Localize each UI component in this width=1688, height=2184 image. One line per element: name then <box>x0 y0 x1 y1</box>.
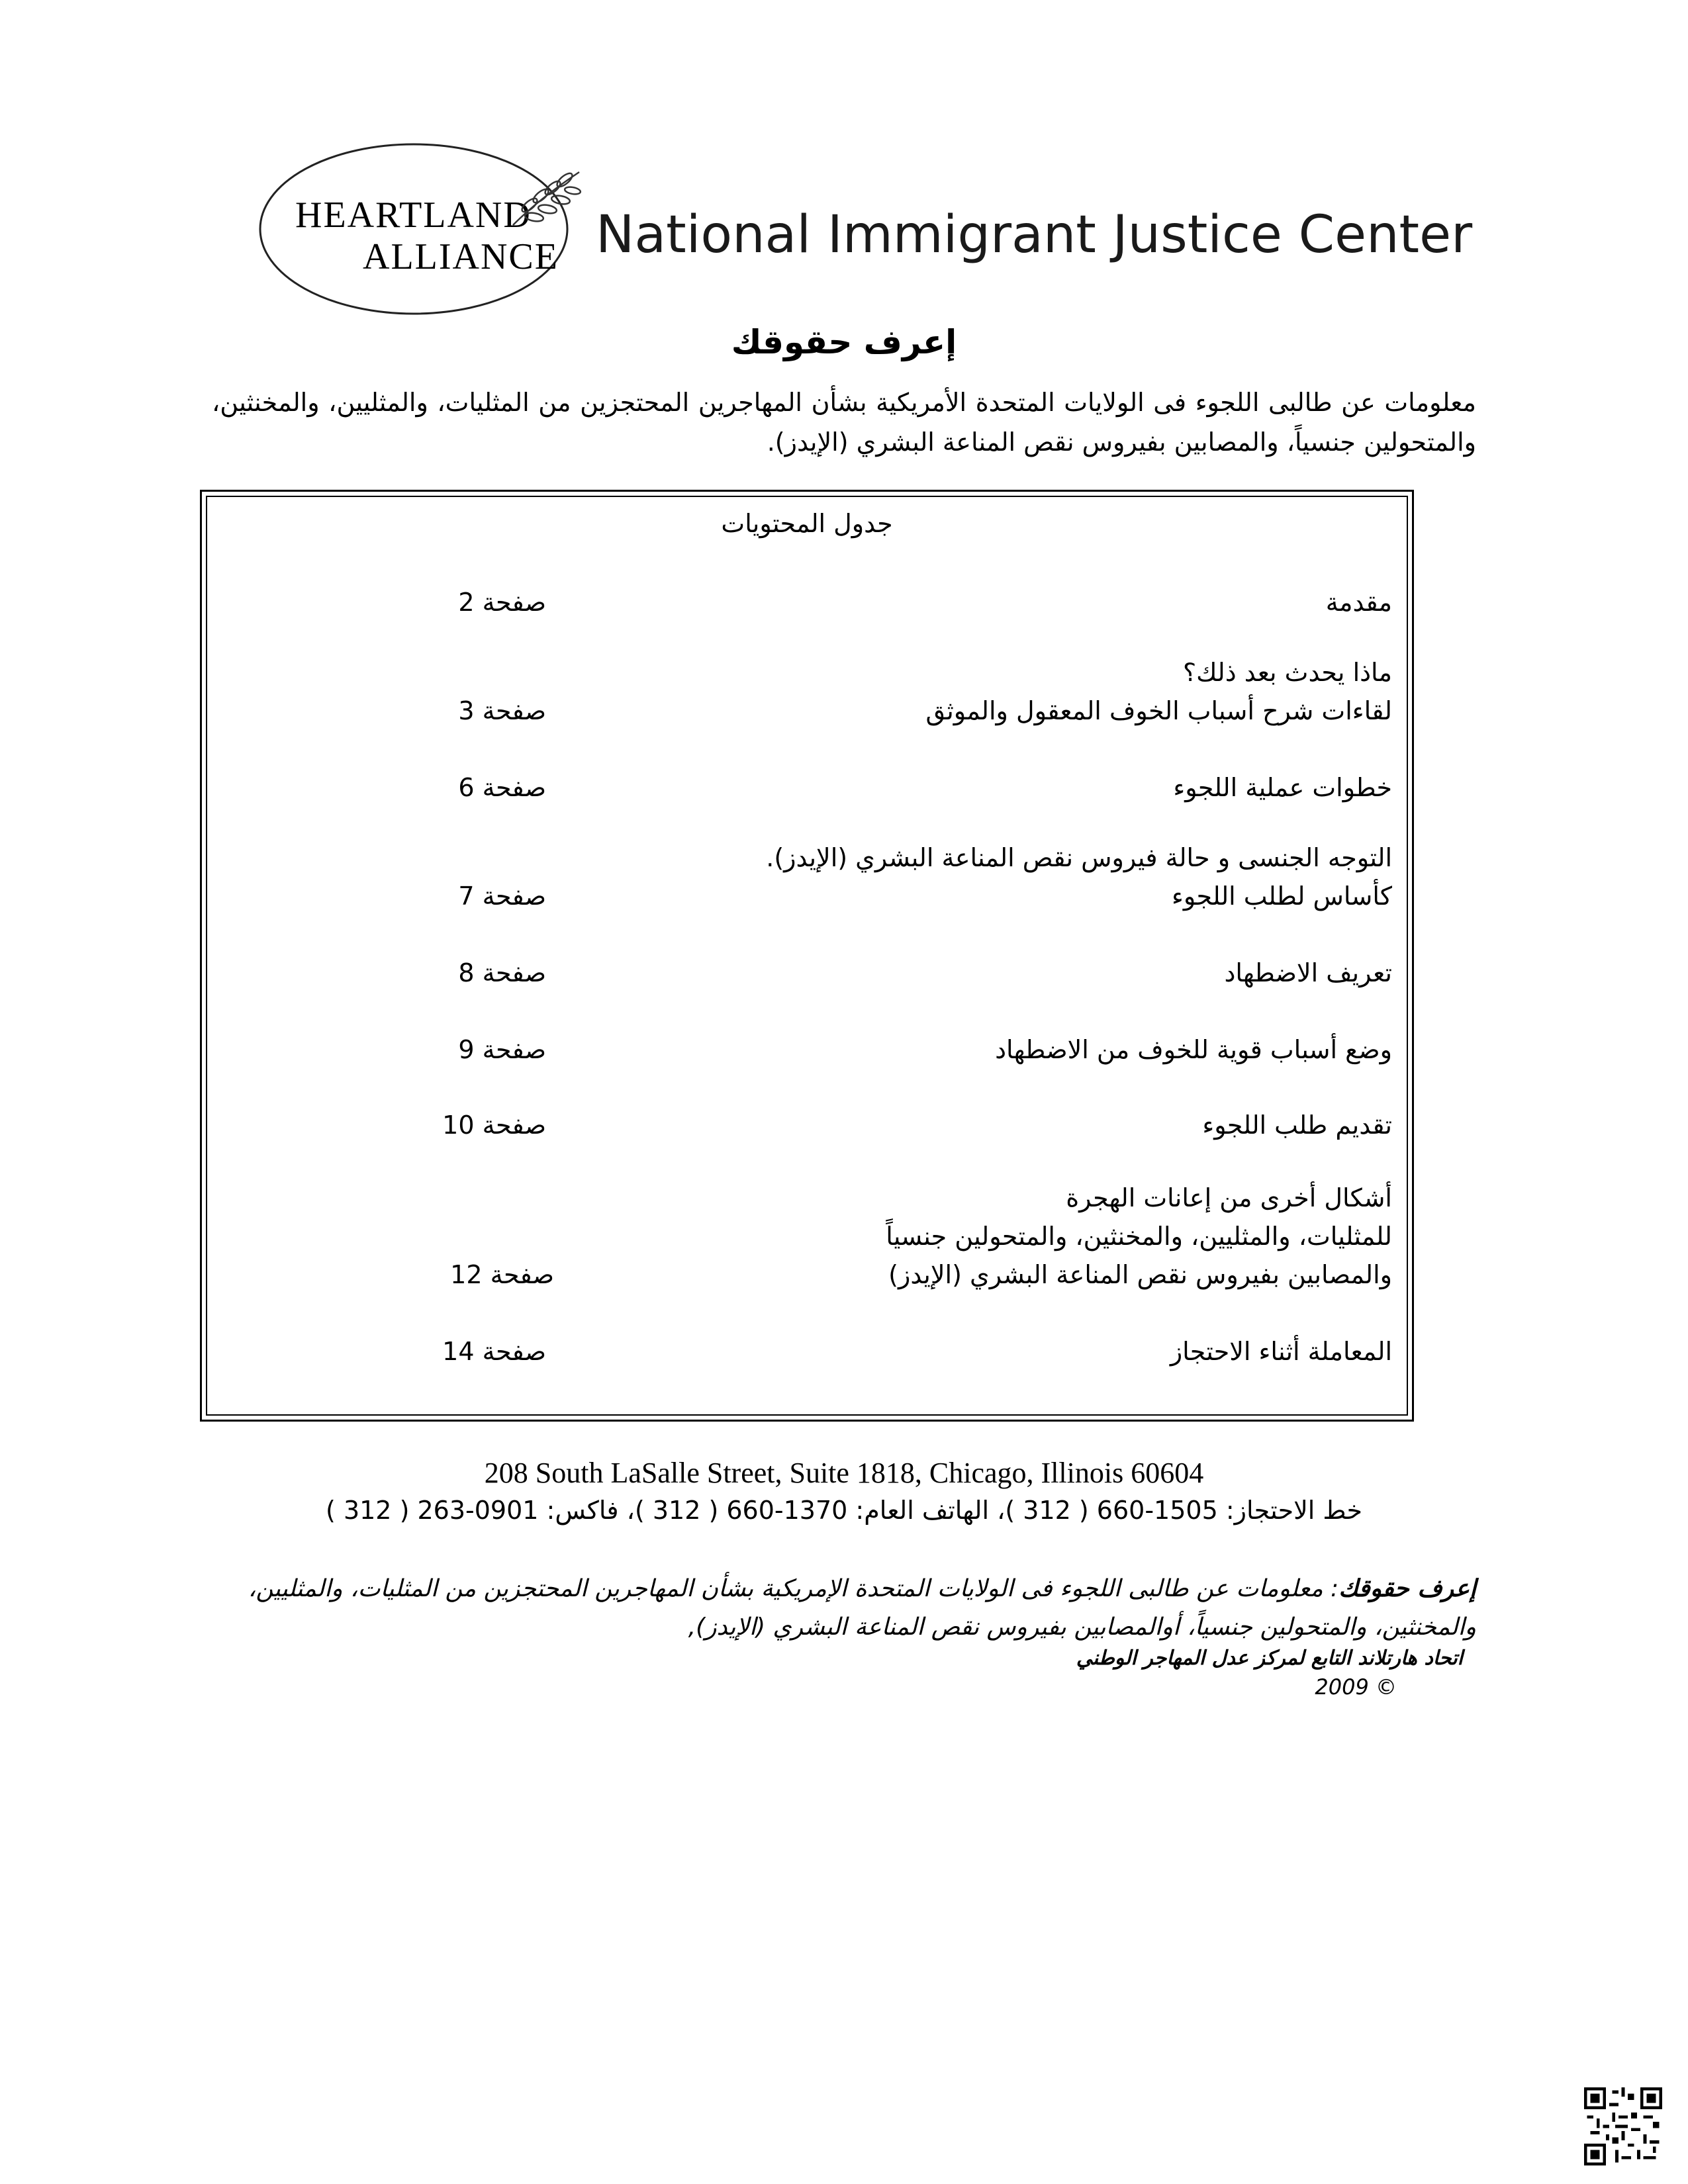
intro-paragraph: معلومات عن طالبى اللجوء فى الولايات المتحدة الأمريكية بشأن المهاجرين المحتجزين من المثليات، والمثليين، والمخنثين، والمتحولين جنسياً، والمصابين بفيروس نقص المناعة البشري (الإيدز). <box>212 388 1476 457</box>
toc-entry-title: وضع أسباب قوية للخوف من الاضطهاد <box>995 1035 1392 1064</box>
toc-heading: جدول المحتويات <box>721 509 893 538</box>
wheat-icon <box>506 159 586 232</box>
citation-title: إعرف حقوقك <box>1338 1575 1476 1602</box>
toc-entry-page: صفحة 2 <box>458 588 546 617</box>
citation <box>212 1570 1476 1647</box>
toc-entry-page: صفحة 9 <box>458 1035 546 1064</box>
center-name: National Immigrant Justice Center <box>596 205 1473 265</box>
logo-line1: HEARTLAND <box>295 195 532 236</box>
toc-entry-page: صفحة 6 <box>458 773 546 802</box>
toc-inner <box>206 496 1408 1416</box>
toc-entry-title: مقدمة <box>1325 588 1392 617</box>
contact-phones: خط الاحتجاز: 1505-660 ( 312 )، الهاتف العام: 1370-660 ( 312 )، فاكس: 0901-263 ( 312 ) <box>326 1496 1362 1525</box>
logo-line2: ALLIANCE <box>363 236 559 277</box>
toc-entry-page: صفحة 12 <box>450 1260 554 1289</box>
toc-entry-title: أشكال أخرى من إعانات الهجرة للمثليات، والمثليين، والمخنثين، والمتحولين جنسياً والمصابين بفيروس نقص المناعة البشري (الإيدز) <box>886 1183 1392 1289</box>
toc-entry-page: صفحة 3 <box>458 696 546 725</box>
toc-entry-title: المعاملة أثناء الاحتجاز <box>1170 1337 1392 1366</box>
address: 208 South LaSalle Street, Suite 1818, Chicago, Illinois 60604 <box>484 1457 1204 1489</box>
page-title: إعرف حقوقك <box>731 323 957 361</box>
toc-entry-title: خطوات عملية اللجوء <box>1173 773 1392 802</box>
credit-line: اتحاد هارتلاند التابع لمركز عدل المهاجر الوطني <box>1076 1647 1463 1670</box>
toc-entry-title: تقديم طلب اللجوء <box>1202 1111 1392 1140</box>
toc-box <box>200 490 1414 1422</box>
citation-body: : معلومات عن طالبى اللجوء فى الولايات المتحدة الإمريكية بشأن المهاجرين المحتجزين من المثليات، والمثليين، والمخنثين، والمتحولين جنسياً، أوالمصابين بفيروس نقص المناعة البشري (الإيدز), <box>248 1575 1476 1641</box>
toc-entry-title: التوجه الجنسى و حالة فيروس نقص المناعة البشري (الإيدز). كأساس لطلب اللجوء <box>766 843 1392 911</box>
toc-entry-page: صفحة 10 <box>442 1111 546 1140</box>
toc-entry-page: صفحة 8 <box>458 958 546 987</box>
toc-entry-page: صفحة 7 <box>458 882 546 911</box>
toc-entry-title: ماذا يحدث بعد ذلك؟ لقاءات شرح أسباب الخوف المعقول والموثق <box>925 658 1392 725</box>
copyright: © 2009 <box>1315 1674 1397 1700</box>
toc-entry-title: تعريف الاضطهاد <box>1224 958 1392 987</box>
qr-code-icon <box>1583 2087 1663 2165</box>
toc-entry-page: صفحة 14 <box>442 1337 546 1366</box>
